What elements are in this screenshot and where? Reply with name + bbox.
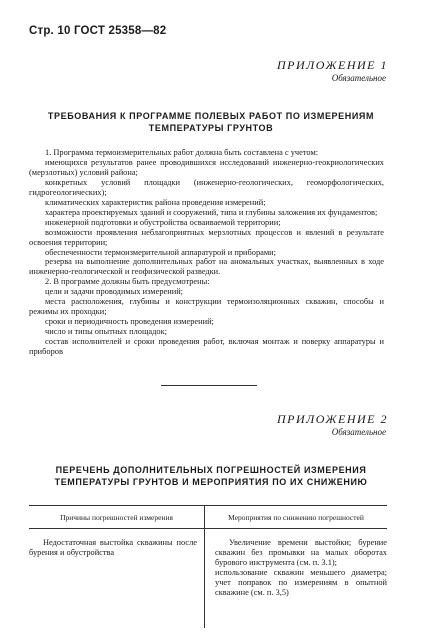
- paragraph: 1. Программа термоизмерительных работ должна быть составлена с учетом:: [45, 148, 319, 157]
- table-column-divider: [204, 506, 205, 628]
- appendix-1-heading: [40, 110, 382, 134]
- table-header-divider: [29, 528, 387, 529]
- paragraph: сроки и периодичность проведения измерений;: [45, 317, 214, 327]
- paragraph: имеющихся результатов ранее проводившихся исследований инженерно-геокриологических (мерзлотных) условий района;: [29, 157, 384, 177]
- paragraph: цели и задачи проводимых измерений;: [45, 287, 184, 297]
- measure-text: использование скважин меньшего диаметра; учет поправок по измерениям в опытной скважине (см. п. 3,5): [215, 568, 387, 597]
- paragraph: возможности проявления неблагоприятных мерзлотных процессов и явлений в результате освоения территории;: [29, 227, 384, 247]
- appendix-2-heading-line-1: ПЕРЕЧЕНЬ ДОПОЛНИТЕЛЬНЫХ ПОГРЕШНОСТЕЙ ИЗМЕРЕНИЯ: [55, 465, 367, 475]
- paragraph: обеспеченности термоизмерительной аппаратурой и приборами;: [45, 247, 276, 257]
- paragraph: 2. В программе должны быть предусмотрены:: [45, 277, 210, 287]
- section-divider: [161, 385, 257, 386]
- table-header-measures: Мероприятия по снижению погрешностей: [228, 513, 364, 522]
- appendix-2-subtitle: Обязательное: [331, 427, 386, 437]
- table-cell-measures: [215, 538, 387, 598]
- paragraph: инженерной подготовки и обустройства осваиваемой территории;: [45, 217, 281, 227]
- paragraph: число и типы опытных площадок;: [45, 327, 167, 337]
- appendix-2-heading: [40, 464, 382, 488]
- paragraph: места расположения, глубины и конструкции термоизоляционных скважин, способы и режимы их проходки;: [29, 297, 384, 317]
- table-header-causes: Причины погрешностей измерения: [60, 513, 173, 522]
- appendix-1-heading-line-2: ТЕМПЕРАТУРЫ ГРУНТОВ: [148, 123, 274, 133]
- page-header: Стр. 10 ГОСТ 25358—82: [29, 25, 167, 37]
- appendix-1-heading-line-1: ТРЕБОВАНИЯ К ПРОГРАММЕ ПОЛЕВЫХ РАБОТ ПО ИЗМЕРЕНИЯМ: [47, 111, 375, 121]
- appendix-2-heading-line-2: ТЕМПЕРАТУРЫ ГРУНТОВ И МЕРОПРИЯТИЯ ПО ИХ СНИЖЕНИЮ: [54, 477, 368, 487]
- appendix-1-body: [29, 148, 384, 357]
- appendix-1-title: ПРИЛОЖЕНИЕ 1: [277, 58, 388, 72]
- appendix-1-subtitle: Обязательное: [331, 73, 386, 83]
- paragraph: резерва на выполнение дополнительных работ на аномальных участках, выявленных в ходе инженерно-геологической и геофизической разведки.: [29, 257, 384, 277]
- paragraph: характера проектируемых зданий и сооружений, типа и глубины заложения их фундаментов;: [45, 207, 378, 217]
- cause-text: Недостаточная выстойка скважины после бурения и обустройства: [29, 538, 197, 557]
- table-cell-cause: [29, 538, 197, 558]
- paragraph: конкретных условий площадки (инженерно-геологических, геоморфологических, гидрогеологических);: [29, 177, 384, 197]
- appendix-2-title: ПРИЛОЖЕНИЕ 2: [277, 412, 388, 426]
- measure-text: Увеличение времени выстойки; бурение скважин без промывки на малых оборотах бурового инструмента (см. п. 3.1);: [215, 538, 387, 567]
- paragraph: климатических характеристик района проведения измерений;: [45, 197, 266, 207]
- paragraph: состав исполнителей и сроки проведения работ, включая монтаж и поверку аппаратуры и приборов: [29, 337, 384, 357]
- errors-table: [29, 505, 387, 628]
